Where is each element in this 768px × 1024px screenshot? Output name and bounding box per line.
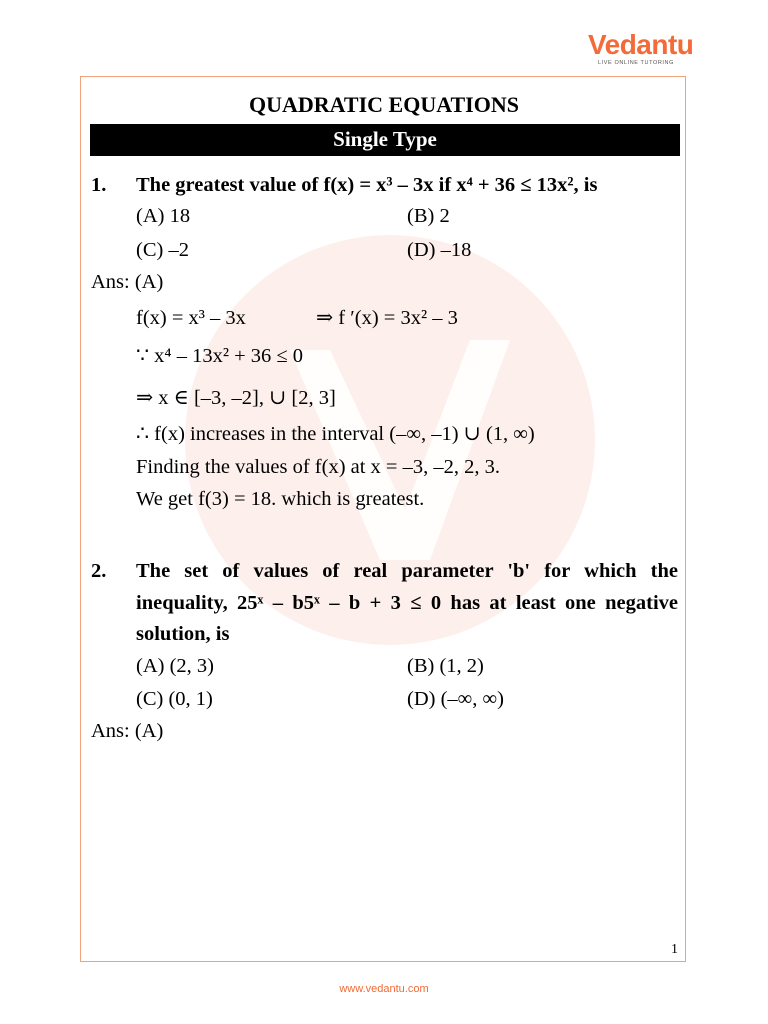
question-number: 1.: [91, 174, 107, 196]
solution-line: ∴ f(x) increases in the interval (–∞, –1) ∪ (1, ∞): [136, 423, 535, 445]
question-text: solution, is: [136, 623, 230, 645]
logo-tagline: LIVE ONLINE TUTORING: [598, 60, 674, 66]
solution-line: ⇒ f ′(x) = 3x² – 3: [316, 307, 458, 329]
solution-line: Finding the values of f(x) at x = –3, –2, 2, 3.: [136, 456, 500, 478]
logo-wordmark: Vedantu: [588, 29, 694, 60]
footer-link[interactable]: www.vedantu.com: [339, 983, 429, 995]
option-d: (D) (–∞, ∞): [407, 688, 504, 710]
answer: Ans: (A): [91, 720, 164, 742]
option-c: (C) (0, 1): [136, 688, 213, 710]
solution-line: We get f(3) = 18. which is greatest.: [136, 488, 425, 510]
question-text: The greatest value of f(x) = x³ – 3x if x⁴ + 36 ≤ 13x², is: [136, 174, 598, 196]
option-a: (A) (2, 3): [136, 655, 214, 677]
question-text: inequality, 25ˣ – b5ˣ – b + 3 ≤ 0 has at least one negative: [136, 592, 678, 614]
option-c: (C) –2: [136, 239, 189, 261]
option-b: (B) (1, 2): [407, 655, 484, 677]
option-d: (D) –18: [407, 239, 472, 261]
section-header: Single Type: [90, 124, 680, 156]
solution-line: ⇒ x ∈ [–3, –2], ∪ [2, 3]: [136, 387, 336, 409]
page-number: 1: [671, 942, 678, 957]
option-a: (A) 18: [136, 205, 191, 227]
question-number: 2.: [91, 560, 107, 582]
option-b: (B) 2: [407, 205, 450, 227]
solution-line: ∵ x⁴ – 13x² + 36 ≤ 0: [136, 345, 304, 367]
vedantu-logo: [588, 29, 694, 72]
document-title: QUADRATIC EQUATIONS: [249, 92, 519, 117]
answer: Ans: (A): [91, 271, 164, 293]
question-text: The set of values of real parameter 'b' for which the: [136, 560, 678, 582]
solution-line: f(x) = x³ – 3x: [136, 307, 246, 329]
